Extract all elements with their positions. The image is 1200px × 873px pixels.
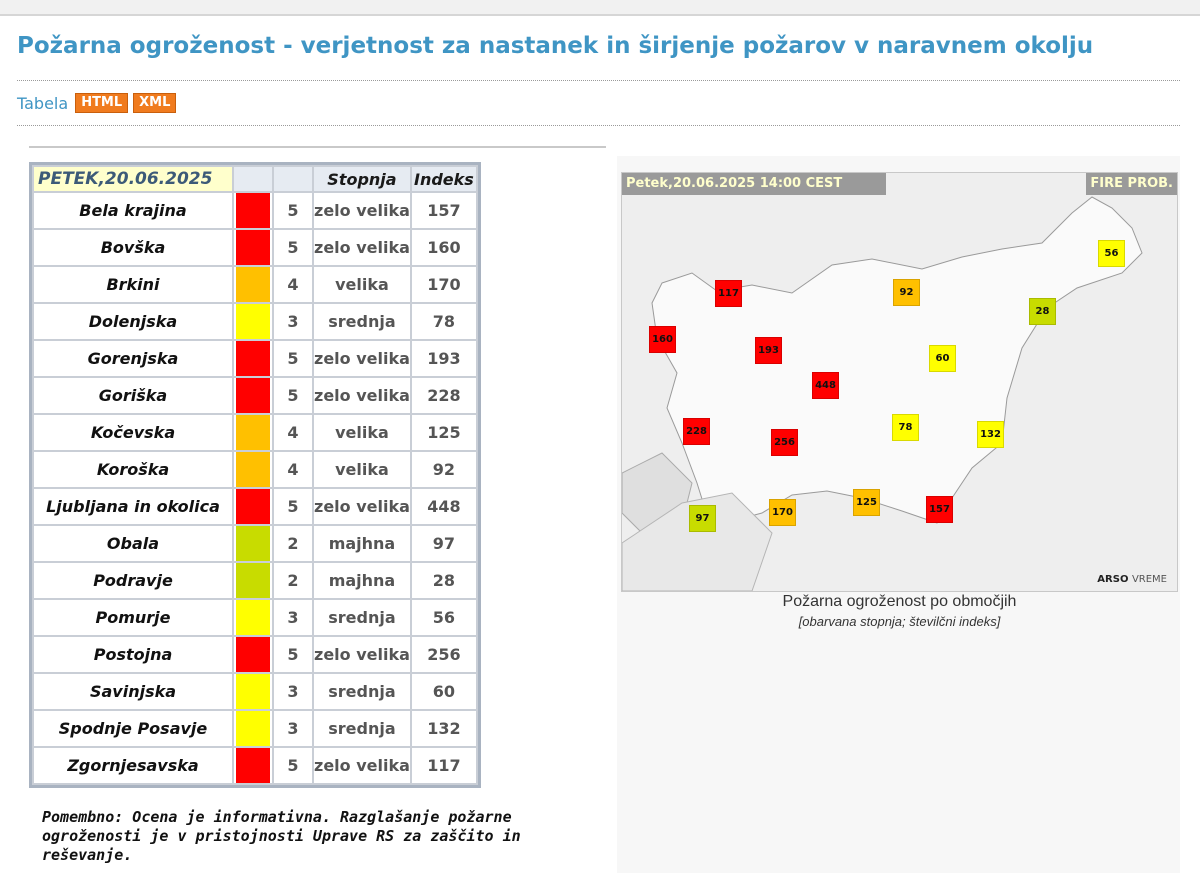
risk-stopnja: velika <box>314 415 410 450</box>
risk-indeks: 170 <box>412 267 476 302</box>
risk-swatch <box>236 637 270 672</box>
risk-swatch <box>236 711 270 746</box>
divider-dotted <box>17 80 1180 81</box>
risk-swatch <box>236 341 270 376</box>
risk-swatch <box>236 452 270 487</box>
map-marker: 125 <box>853 489 880 516</box>
risk-stopnja: srednja <box>314 674 410 709</box>
region-name: Koroška <box>34 452 232 487</box>
table-row <box>34 600 476 635</box>
risk-stopnja: zelo velika <box>314 230 410 265</box>
map-timestamp: Petek,20.06.2025 14:00 CEST <box>622 173 886 195</box>
region-name: Kočevska <box>34 415 232 450</box>
risk-color-cell <box>234 452 272 487</box>
table-row <box>34 193 476 228</box>
map-marker: 160 <box>649 326 676 353</box>
table-row <box>34 489 476 524</box>
risk-indeks: 125 <box>412 415 476 450</box>
table-body <box>34 193 476 783</box>
color-header <box>234 167 272 191</box>
risk-level: 2 <box>274 563 312 598</box>
region-name: Zgornjesavska <box>34 748 232 783</box>
map-badge: FIRE PROB. <box>1086 173 1177 195</box>
risk-stopnja: srednja <box>314 600 410 635</box>
risk-color-cell <box>234 563 272 598</box>
table-row <box>34 526 476 561</box>
risk-level: 5 <box>274 748 312 783</box>
map-marker: 92 <box>893 279 920 306</box>
stopnja-header: Stopnja <box>314 167 410 191</box>
map-marker: 97 <box>689 505 716 532</box>
risk-indeks: 228 <box>412 378 476 413</box>
table-row <box>34 563 476 598</box>
table-row <box>34 230 476 265</box>
risk-indeks: 448 <box>412 489 476 524</box>
table-row <box>34 415 476 450</box>
tabela-label: Tabela <box>17 93 69 113</box>
region-name: Podravje <box>34 563 232 598</box>
risk-level: 2 <box>274 526 312 561</box>
format-links <box>17 93 176 113</box>
risk-color-cell <box>234 415 272 450</box>
risk-swatch <box>236 304 270 339</box>
risk-stopnja: zelo velika <box>314 341 410 376</box>
table-row <box>34 674 476 709</box>
risk-color-cell <box>234 748 272 783</box>
risk-color-cell <box>234 378 272 413</box>
risk-stopnja: velika <box>314 452 410 487</box>
region-name: Ljubljana in okolica <box>34 489 232 524</box>
map-marker: 256 <box>771 429 798 456</box>
risk-swatch <box>236 230 270 265</box>
region-name: Gorenjska <box>34 341 232 376</box>
risk-color-cell <box>234 341 272 376</box>
risk-indeks: 256 <box>412 637 476 672</box>
map-marker: 60 <box>929 345 956 372</box>
risk-swatch <box>236 600 270 635</box>
risk-indeks: 78 <box>412 304 476 339</box>
risk-indeks: 92 <box>412 452 476 487</box>
risk-swatch <box>236 563 270 598</box>
html-format-button[interactable]: HTML <box>75 93 128 113</box>
risk-color-cell <box>234 304 272 339</box>
date-header: PETEK,20.06.2025 <box>34 167 232 191</box>
risk-swatch <box>236 674 270 709</box>
risk-color-cell <box>234 600 272 635</box>
risk-indeks: 97 <box>412 526 476 561</box>
table-row <box>34 452 476 487</box>
xml-format-button[interactable]: XML <box>133 93 176 113</box>
disclaimer-note: Pomembno: Ocena je informativna. Razglašanje požarne ogroženosti je v pristojnosti Uprave RS za zaščito in reševanje. <box>42 808 521 864</box>
risk-indeks: 193 <box>412 341 476 376</box>
map-marker: 132 <box>977 421 1004 448</box>
risk-swatch <box>236 489 270 524</box>
risk-level: 3 <box>274 711 312 746</box>
region-name: Postojna <box>34 637 232 672</box>
risk-level: 5 <box>274 489 312 524</box>
risk-stopnja: majhna <box>314 563 410 598</box>
map-marker: 157 <box>926 496 953 523</box>
risk-stopnja: zelo velika <box>314 637 410 672</box>
table-row <box>34 711 476 746</box>
risk-stopnja: zelo velika <box>314 489 410 524</box>
map-marker: 193 <box>755 337 782 364</box>
fire-map <box>621 172 1178 592</box>
risk-color-cell <box>234 489 272 524</box>
risk-color-cell <box>234 526 272 561</box>
risk-color-cell <box>234 230 272 265</box>
brand-light: VREME <box>1131 574 1167 585</box>
risk-indeks: 160 <box>412 230 476 265</box>
map-marker: 117 <box>715 280 742 307</box>
arso-logo <box>1097 574 1167 585</box>
risk-level: 4 <box>274 415 312 450</box>
page-title: Požarna ogroženost - verjetnost za nastanek in širjenje požarov v naravnem okolju <box>17 33 1094 59</box>
risk-stopnja: velika <box>314 267 410 302</box>
risk-level: 5 <box>274 378 312 413</box>
risk-indeks: 56 <box>412 600 476 635</box>
risk-indeks: 60 <box>412 674 476 709</box>
region-name: Bovška <box>34 230 232 265</box>
risk-color-cell <box>234 267 272 302</box>
level-header <box>274 167 312 191</box>
risk-color-cell <box>234 193 272 228</box>
risk-swatch <box>236 526 270 561</box>
map-marker: 228 <box>683 418 710 445</box>
divider-solid <box>29 146 606 148</box>
table-row <box>34 378 476 413</box>
risk-swatch <box>236 415 270 450</box>
region-name: Pomurje <box>34 600 232 635</box>
risk-swatch <box>236 378 270 413</box>
map-marker: 170 <box>769 499 796 526</box>
map-caption: Požarna ogroženost po območjih <box>782 593 1017 610</box>
map-marker: 78 <box>892 414 919 441</box>
divider-dotted <box>17 125 1180 126</box>
risk-indeks: 157 <box>412 193 476 228</box>
risk-swatch <box>236 748 270 783</box>
risk-level: 5 <box>274 341 312 376</box>
risk-stopnja: zelo velika <box>314 748 410 783</box>
risk-indeks: 117 <box>412 748 476 783</box>
risk-stopnja: majhna <box>314 526 410 561</box>
brand-bold: ARSO <box>1097 574 1129 585</box>
region-name: Goriška <box>34 378 232 413</box>
risk-level: 5 <box>274 230 312 265</box>
region-name: Dolenjska <box>34 304 232 339</box>
risk-level: 3 <box>274 600 312 635</box>
indeks-header: Indeks <box>412 167 476 191</box>
table-row <box>34 304 476 339</box>
risk-color-cell <box>234 674 272 709</box>
risk-level: 5 <box>274 193 312 228</box>
table-row <box>34 637 476 672</box>
region-name: Obala <box>34 526 232 561</box>
region-name: Brkini <box>34 267 232 302</box>
region-name: Spodnje Posavje <box>34 711 232 746</box>
risk-level: 4 <box>274 452 312 487</box>
risk-level: 3 <box>274 674 312 709</box>
table-row <box>34 267 476 302</box>
map-marker: 448 <box>812 372 839 399</box>
risk-level: 4 <box>274 267 312 302</box>
risk-color-cell <box>234 711 272 746</box>
risk-stopnja: zelo velika <box>314 193 410 228</box>
risk-indeks: 132 <box>412 711 476 746</box>
region-name: Bela krajina <box>34 193 232 228</box>
map-marker: 28 <box>1029 298 1056 325</box>
risk-color-cell <box>234 637 272 672</box>
risk-stopnja: zelo velika <box>314 378 410 413</box>
table-row <box>34 341 476 376</box>
risk-swatch <box>236 193 270 228</box>
map-subcaption: [obarvana stopnja; številčni indeks] <box>798 614 1001 629</box>
table-row <box>34 748 476 783</box>
map-marker: 56 <box>1098 240 1125 267</box>
region-name: Savinjska <box>34 674 232 709</box>
risk-stopnja: srednja <box>314 711 410 746</box>
risk-level: 3 <box>274 304 312 339</box>
top-bar <box>0 0 1200 16</box>
risk-level: 5 <box>274 637 312 672</box>
risk-indeks: 28 <box>412 563 476 598</box>
risk-stopnja: srednja <box>314 304 410 339</box>
fire-risk-table <box>29 162 481 788</box>
risk-swatch <box>236 267 270 302</box>
